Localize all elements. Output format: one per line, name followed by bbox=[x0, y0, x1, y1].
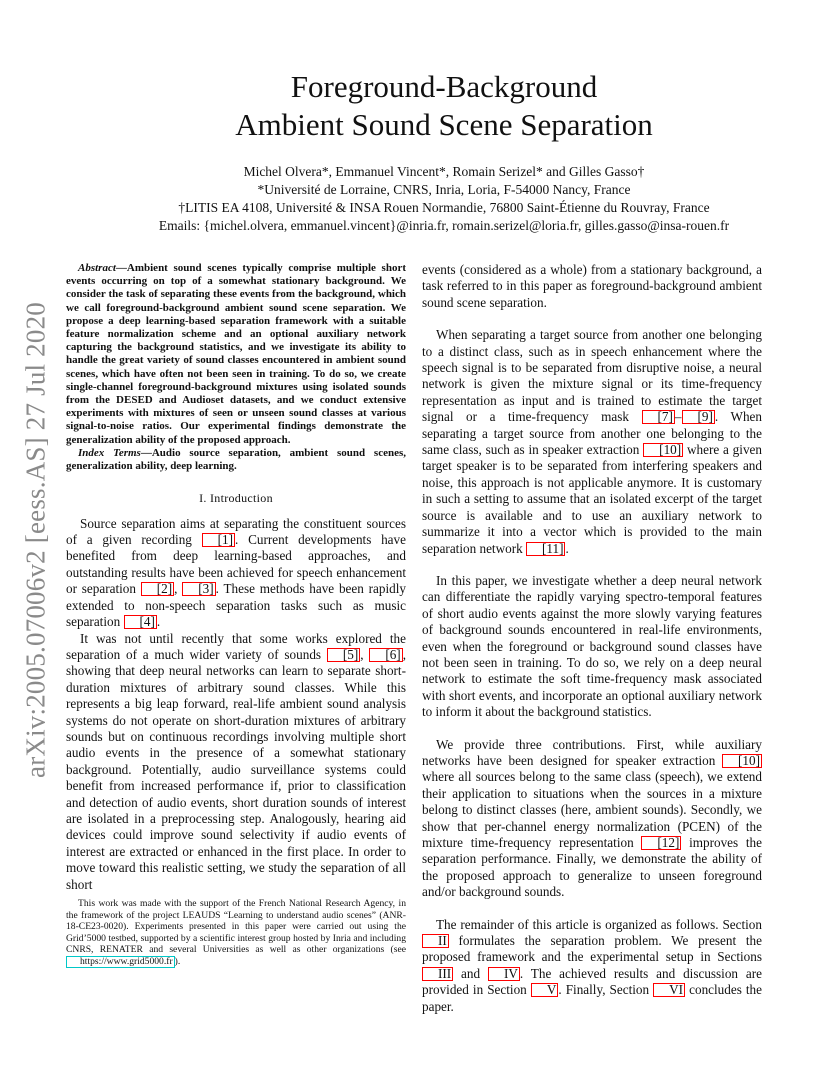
section-link[interactable]: V bbox=[531, 983, 559, 997]
text-span: ). bbox=[174, 955, 181, 967]
text-span: formulates the separation problem. We present the proposed framework and the experimental setup in Sections bbox=[422, 933, 762, 965]
citation-link[interactable]: [5] bbox=[327, 648, 360, 662]
citation-link[interactable]: [3] bbox=[182, 582, 215, 596]
section-link[interactable]: III bbox=[422, 967, 453, 981]
text-span: This work was made with the support of the French National Research Agency, in the framework of the project LEAUDS “Learning to understand audio scenes” (ANR-18-CE23-0020). Experiments presented in this paper were carried out using the Grid’5000 testbed, supported by a scientific interest group hosted by Inria and including CNRS, RENATER and several Universities as well as other organizations (see bbox=[66, 898, 406, 956]
text-span: improves the separation performance. Finally, we demonstrate the ability of the proposed approach to generalize to unseen foreground and/or background sounds. bbox=[422, 835, 762, 900]
section-link[interactable]: II bbox=[422, 934, 449, 948]
intro-paragraph-3: events (considered as a whole) from a stationary background, a task referred to in this paper as foreground-background ambient sound scene separation. bbox=[422, 262, 762, 310]
text-span: The remainder of this article is organized as follows. Section bbox=[436, 916, 762, 932]
text-span: It was not until recently that some works explored the separation of a much wider variety of sounds bbox=[66, 630, 406, 662]
text-span: When separating a target source from another one belonging to a distinct class, such as in speech enhancement where the speech signal is to be separated from disruptive noise, a neural network is given the mixture signal or its time-frequency representation as input and is trained to estimate the target signal or a time-frequency mask bbox=[422, 327, 762, 425]
title-line-1: Foreground-Background bbox=[290, 69, 598, 104]
text-span: . The achieved results and discussion are provided in Section bbox=[422, 965, 762, 998]
citation-link[interactable]: [10] bbox=[643, 443, 683, 457]
text-span: . bbox=[565, 540, 569, 556]
citation-link[interactable]: [9] bbox=[682, 410, 715, 424]
intro-paragraph-2 bbox=[66, 631, 406, 894]
intro-paragraph-1 bbox=[66, 516, 406, 631]
intro-paragraph-6 bbox=[422, 737, 762, 901]
right-column bbox=[422, 262, 762, 1015]
text-span: . When separating a target source from another one belonging to the same class, such as in speaker extraction bbox=[422, 409, 762, 458]
intro-paragraph-4 bbox=[422, 327, 762, 557]
index-terms bbox=[66, 447, 406, 473]
abstract bbox=[66, 262, 406, 447]
footnote-text bbox=[66, 898, 406, 968]
section-heading-introduction: I. Introduction bbox=[199, 491, 273, 506]
affiliation-1: *Université de Lorraine, CNRS, Inria, Loria, F-54000 Nancy, France bbox=[257, 182, 631, 197]
text-span: , bbox=[174, 581, 183, 597]
text-span: and bbox=[453, 965, 488, 981]
text-span: concludes the paper. bbox=[422, 982, 763, 1014]
arxiv-stamp-text: arXiv:2005.07006v2 [eess.AS] 27 Jul 2020 bbox=[20, 302, 51, 778]
citation-link[interactable]: [2] bbox=[141, 582, 174, 596]
abstract-label: Abstract bbox=[78, 262, 116, 274]
section-link[interactable]: IV bbox=[488, 967, 520, 981]
arxiv-stamp bbox=[6, 290, 66, 790]
citation-link[interactable]: [12] bbox=[641, 836, 681, 850]
left-column bbox=[66, 262, 406, 893]
text-span: Source separation aims at separating the constituent sources of a given recording bbox=[66, 515, 406, 548]
citation-link[interactable]: [6] bbox=[369, 648, 402, 662]
paper-title bbox=[60, 68, 828, 144]
text-span: . These methods have been rapidly extended to non-speech separation tasks such as music separation bbox=[66, 581, 406, 630]
section-link[interactable]: VI bbox=[653, 983, 685, 997]
author-block bbox=[60, 163, 828, 235]
text-span: where a given target speaker is to be separated from interfering speakers and noise, this approach is not applicable anymore. It is customary in such a setting to assume that an isolated excerpt of the target source is available and to use an auxiliary network to summarize it into a vector which is provided to the main separation network bbox=[422, 442, 762, 556]
text-span: . Finally, Section bbox=[558, 982, 654, 998]
abstract-text: —Ambient sound scenes typically comprise multiple short events occurring on top of a somewhat stationary background. We consider the task of separating these events from the background, which we call foreground-background ambient sound scene separation. We propose a deep learning-based separation framework with a suitable feature normalization scheme and an optional auxiliary network capturing the background statistics, and we investigate its ability to handle the great variety of sound classes encountered in ambient sound scenes, which have often not been seen in training. To do so, we create single-channel foreground-background mixtures using isolated sounds from the DESED and Audioset datasets, and we conduct extensive experiments with mixtures of seen or unseen sound classes at various signal-to-noise ratios. Our experimental findings demonstrate the generalization ability of the proposed approach. bbox=[66, 262, 406, 446]
index-terms-label: Index Terms bbox=[78, 446, 141, 459]
text-span: . bbox=[156, 614, 161, 630]
citation-link[interactable]: [7] bbox=[642, 410, 675, 424]
affiliation-2: †LITIS EA 4108, Université & INSA Rouen Normandie, 76800 Saint-Étienne du Rouvray, France bbox=[178, 200, 710, 215]
intro-paragraph-5: In this paper, we investigate whether a deep neural network can differentiate the rapidly varying spectro-temporal features of short audio events against the more slowly varying features of background sounds encountered in real-life environments, even when the foreground or background sound classes have not been seen in training. To do so, we rely on a deep neural network to estimate the soft time-frequency mask associated with short events, and incorporate an optional auxiliary network to inform it about the background statistics. bbox=[422, 572, 762, 720]
text-span: , bbox=[360, 646, 370, 662]
footnote bbox=[66, 898, 406, 968]
text-span: . Current developments have benefited from deep learning-based approaches, and outstanding results have been achieved for speech enhancement or separation bbox=[66, 532, 406, 597]
text-span: We provide three contributions. First, while auxiliary networks have been designed for speaker extraction bbox=[422, 736, 762, 768]
text-span: where all sources belong to the same class (speech), we extend their application to situations when the sources in a mixture belong to distinct classes (here, ambient sounds). Secondly, we show that per-channel energy normalization (PCEN) of the mixture time-frequency representation bbox=[422, 769, 762, 850]
citation-link[interactable]: [10] bbox=[722, 754, 762, 768]
text-span: , showing that deep neural networks can learn to separate short-duration mixtures of arbitrary sound classes. While this represents a big leap forward, real-life ambient sound analysis systems do not operate on short-duration mixtures of arbitrary sounds but on continuous recordings involving multiple short audio events in the presence of a somewhat stationary background. Potentially, audio surveillance systems could benefit from increased performance if, prior to classification and detection of audio events, short duration sounds of interest are isolated in a preprocessing step. Analogously, hearing aid devices could improve sound selectivity if audio events of interest are extracted or enhanced in the first place. In order to move toward this realistic setting, we study the separation of all short bbox=[66, 646, 406, 892]
intro-paragraph-7 bbox=[422, 917, 762, 1015]
text-span: – bbox=[674, 409, 682, 425]
citation-link[interactable]: [1] bbox=[202, 533, 235, 547]
citation-link[interactable]: [11] bbox=[526, 542, 565, 556]
citation-link[interactable]: [4] bbox=[124, 615, 157, 629]
author-names: Michel Olvera*, Emmanuel Vincent*, Romain Serizel* and Gilles Gasso† bbox=[243, 164, 645, 179]
footnote-url-link[interactable]: https://www.grid5000.fr bbox=[66, 956, 175, 968]
title-line-2: Ambient Sound Scene Separation bbox=[235, 107, 653, 142]
author-emails: Emails: {michel.olvera, emmanuel.vincent}@inria.fr, romain.serizel@loria.fr, gilles.gasso@insa-rouen.fr bbox=[158, 218, 730, 233]
index-terms-text: —Audio source separation, ambient sound scenes, generalization ability, deep learning. bbox=[66, 446, 406, 473]
